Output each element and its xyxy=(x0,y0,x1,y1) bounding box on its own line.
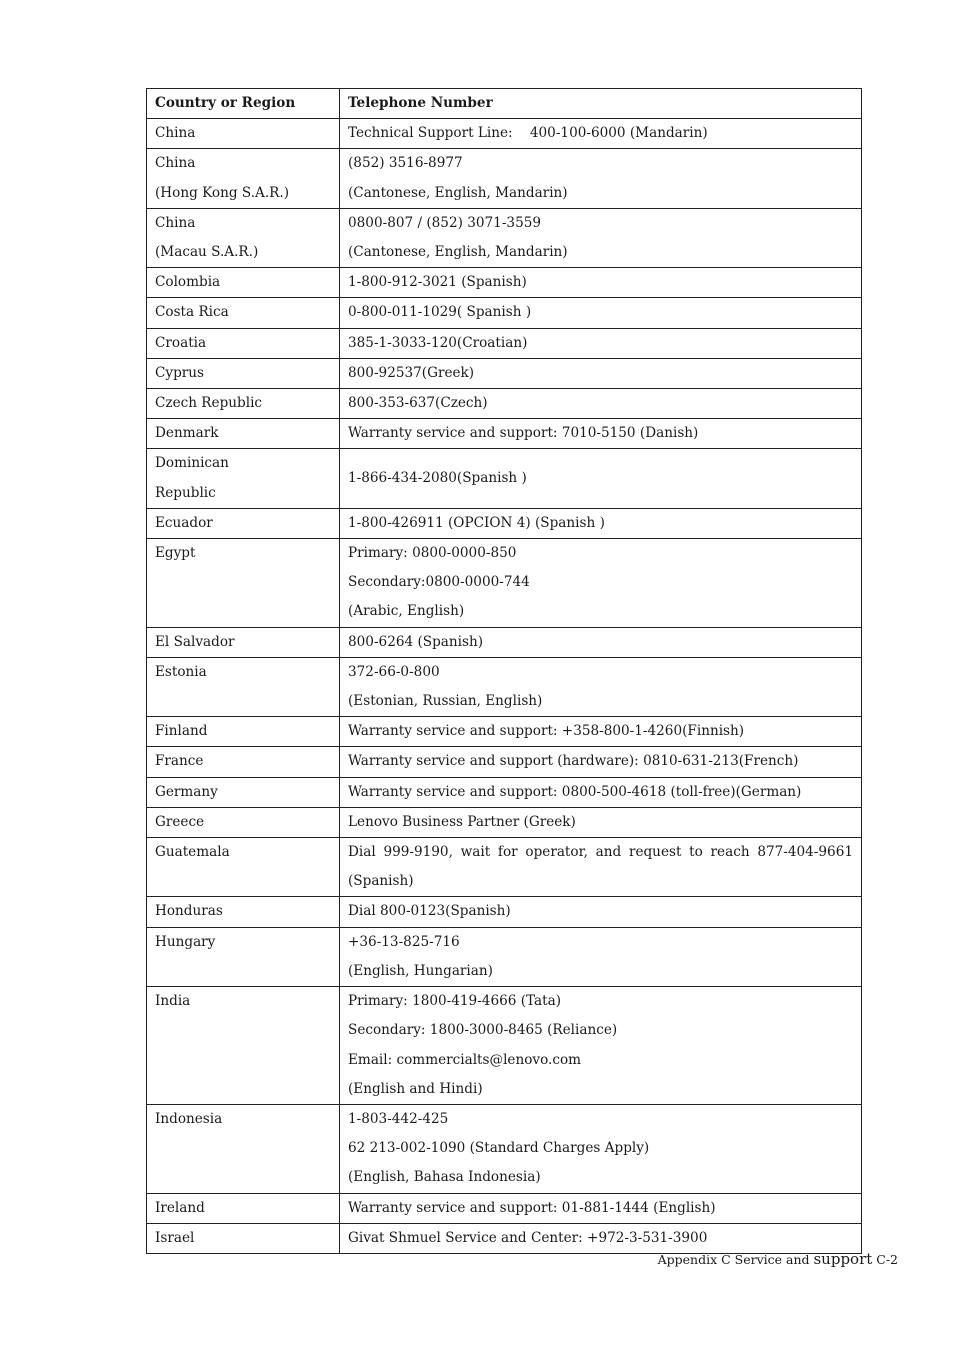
table-row xyxy=(147,539,862,628)
country-cell xyxy=(147,119,340,149)
telephone-cell xyxy=(340,389,862,419)
telephone-line: Dial 800-0123(Spanish) xyxy=(348,903,511,920)
telephone-line: (English, Hungarian) xyxy=(348,962,493,979)
telephone-cell xyxy=(340,927,862,986)
table-row xyxy=(147,1104,862,1193)
telephone-cell xyxy=(340,1193,862,1223)
country-cell xyxy=(147,419,340,449)
telephone-line: Technical Support Line: 400-100-6000 (Mandarin) xyxy=(348,125,708,142)
country-line: Denmark xyxy=(155,425,219,442)
country-cell xyxy=(147,149,340,208)
telephone-line: (Estonian, Russian, English) xyxy=(348,693,543,710)
telephone-line: Primary: 1800-419-4666 (Tata) xyxy=(348,993,561,1010)
table-row xyxy=(147,1193,862,1223)
table-row xyxy=(147,119,862,149)
country-cell xyxy=(147,298,340,328)
country-cell xyxy=(147,1193,340,1223)
telephone-line: 1-866-434-2080(Spanish ) xyxy=(348,470,527,487)
country-line: Egypt xyxy=(155,545,196,562)
telephone-line: 1-803-442-425 xyxy=(348,1110,449,1127)
country-cell xyxy=(147,328,340,358)
table-row xyxy=(147,987,862,1105)
telephone-line: 1-800-426911 (OPCION 4) (Spanish ) xyxy=(348,514,605,531)
telephone-cell xyxy=(340,328,862,358)
telephone-cell xyxy=(340,119,862,149)
country-cell xyxy=(147,268,340,298)
header-telephone: Telephone Number xyxy=(340,89,862,119)
table-row xyxy=(147,149,862,208)
table-row xyxy=(147,358,862,388)
country-line: Republic xyxy=(155,484,216,501)
telephone-line: 1-800-912-3021 (Spanish) xyxy=(348,274,527,291)
telephone-cell xyxy=(340,149,862,208)
country-line: France xyxy=(155,753,204,770)
telephone-line: Lenovo Business Partner (Greek) xyxy=(348,813,576,830)
telephone-cell xyxy=(340,449,862,508)
table-row xyxy=(147,208,862,267)
country-line: Estonia xyxy=(155,663,207,680)
telephone-cell xyxy=(340,298,862,328)
telephone-line: (Arabic, English) xyxy=(348,603,465,620)
telephone-line: Email: commercialts@lenovo.com xyxy=(348,1051,582,1068)
country-line: Croatia xyxy=(155,334,207,351)
country-cell xyxy=(147,449,340,508)
header-country: Country or Region xyxy=(147,89,340,119)
country-line: India xyxy=(155,993,191,1010)
table-row xyxy=(147,897,862,927)
country-line: Ecuador xyxy=(155,514,213,531)
telephone-line: 62 213-002-1090 (Standard Charges Apply) xyxy=(348,1140,650,1157)
telephone-cell xyxy=(340,657,862,716)
country-line: China xyxy=(155,125,196,142)
telephone-line: (English and Hindi) xyxy=(348,1080,483,1097)
table-row xyxy=(147,268,862,298)
telephone-line: 0800-807 / (852) 3071-3559 xyxy=(348,214,542,231)
country-line: Greece xyxy=(155,813,205,830)
table-body xyxy=(147,89,862,1254)
page-footer xyxy=(658,1250,898,1268)
table-row xyxy=(147,838,862,897)
country-line: (Macau S.A.R.) xyxy=(155,244,259,261)
telephone-cell xyxy=(340,987,862,1105)
telephone-cell xyxy=(340,1104,862,1193)
country-cell xyxy=(147,627,340,657)
country-line: Dominican xyxy=(155,455,229,472)
table-row xyxy=(147,627,862,657)
telephone-cell xyxy=(340,508,862,538)
country-line: Czech Republic xyxy=(155,395,263,412)
country-cell xyxy=(147,389,340,419)
telephone-cell xyxy=(340,897,862,927)
table-row xyxy=(147,328,862,358)
telephone-line: Warranty service and support (hardware): 0810-631-213(French) xyxy=(348,753,799,770)
telephone-cell xyxy=(340,747,862,777)
telephone-line: Primary: 0800-0000-850 xyxy=(348,545,517,562)
telephone-cell xyxy=(340,838,862,897)
country-line: Hungary xyxy=(155,933,216,950)
country-line: Finland xyxy=(155,723,208,740)
country-cell xyxy=(147,987,340,1105)
telephone-line: 0-800-011-1029( Spanish ) xyxy=(348,304,532,321)
country-cell xyxy=(147,717,340,747)
telephone-cell xyxy=(340,208,862,267)
table-row xyxy=(147,807,862,837)
telephone-line: Dial 999-9190, wait for operator, and request to reach 877-404-9661 (Spanish) xyxy=(348,844,853,890)
country-cell xyxy=(147,807,340,837)
country-line: Guatemala xyxy=(155,844,230,861)
table-row xyxy=(147,449,862,508)
country-cell xyxy=(147,747,340,777)
telephone-line: 385-1-3033-120(Croatian) xyxy=(348,334,528,351)
table-row xyxy=(147,298,862,328)
telephone-line: (English, Bahasa Indonesia) xyxy=(348,1169,541,1186)
table-header-row xyxy=(147,89,862,119)
country-cell xyxy=(147,838,340,897)
telephone-cell xyxy=(340,539,862,628)
country-cell xyxy=(147,1223,340,1253)
telephone-line: Secondary: 1800-3000-8465 (Reliance) xyxy=(348,1022,618,1039)
telephone-line: 372-66-0-800 xyxy=(348,663,440,680)
table-row xyxy=(147,389,862,419)
country-cell xyxy=(147,657,340,716)
table-row xyxy=(147,717,862,747)
country-cell xyxy=(147,777,340,807)
telephone-line: 800-353-637(Czech) xyxy=(348,395,488,412)
telephone-line: Warranty service and support: 01-881-1444 (English) xyxy=(348,1199,716,1216)
country-cell xyxy=(147,508,340,538)
country-line: Israel xyxy=(155,1229,195,1246)
footer-emph: support xyxy=(813,1250,873,1268)
country-cell xyxy=(147,539,340,628)
country-line: El Salvador xyxy=(155,633,235,650)
telephone-line: Warranty service and support: 0800-500-4618 (toll-free)(German) xyxy=(348,783,802,800)
country-line: Honduras xyxy=(155,903,223,920)
country-line: China xyxy=(155,155,196,172)
telephone-line: Warranty service and support: +358-800-1-4260(Finnish) xyxy=(348,723,745,740)
telephone-cell xyxy=(340,777,862,807)
table-row xyxy=(147,777,862,807)
telephone-line: (Cantonese, English, Mandarin) xyxy=(348,184,568,201)
country-line: (Hong Kong S.A.R.) xyxy=(155,184,290,201)
table-row xyxy=(147,927,862,986)
telephone-cell xyxy=(340,1223,862,1253)
country-cell xyxy=(147,927,340,986)
table-row xyxy=(147,419,862,449)
table-row xyxy=(147,747,862,777)
country-line: Costa Rica xyxy=(155,304,229,321)
table-row xyxy=(147,1223,862,1253)
footer-prefix: Appendix C Service and xyxy=(657,1252,814,1267)
telephone-line: (852) 3516-8977 xyxy=(348,155,463,172)
telephone-cell xyxy=(340,807,862,837)
telephone-cell xyxy=(340,717,862,747)
country-line: Indonesia xyxy=(155,1110,223,1127)
telephone-cell xyxy=(340,358,862,388)
country-cell xyxy=(147,208,340,267)
country-line: Germany xyxy=(155,783,218,800)
telephone-cell xyxy=(340,419,862,449)
country-cell xyxy=(147,358,340,388)
country-line: China xyxy=(155,214,196,231)
telephone-cell xyxy=(340,268,862,298)
telephone-line: +36-13-825-716 xyxy=(348,933,460,950)
table-row xyxy=(147,508,862,538)
country-cell xyxy=(147,897,340,927)
table-row xyxy=(147,657,862,716)
telephone-line: Secondary:0800-0000-744 xyxy=(348,574,530,591)
telephone-cell xyxy=(340,627,862,657)
telephone-line: Warranty service and support: 7010-5150 (Danish) xyxy=(348,425,699,442)
footer-page-number: C-2 xyxy=(872,1252,898,1267)
country-line: Colombia xyxy=(155,274,221,291)
telephone-line: 800-6264 (Spanish) xyxy=(348,633,484,650)
telephone-line: (Cantonese, English, Mandarin) xyxy=(348,244,568,261)
country-line: Ireland xyxy=(155,1199,205,1216)
telephone-line: 800-92537(Greek) xyxy=(348,364,475,381)
country-line: Cyprus xyxy=(155,364,205,381)
support-phone-table xyxy=(146,88,862,1254)
country-cell xyxy=(147,1104,340,1193)
telephone-line: Givat Shmuel Service and Center: +972-3-531-3900 xyxy=(348,1229,708,1246)
